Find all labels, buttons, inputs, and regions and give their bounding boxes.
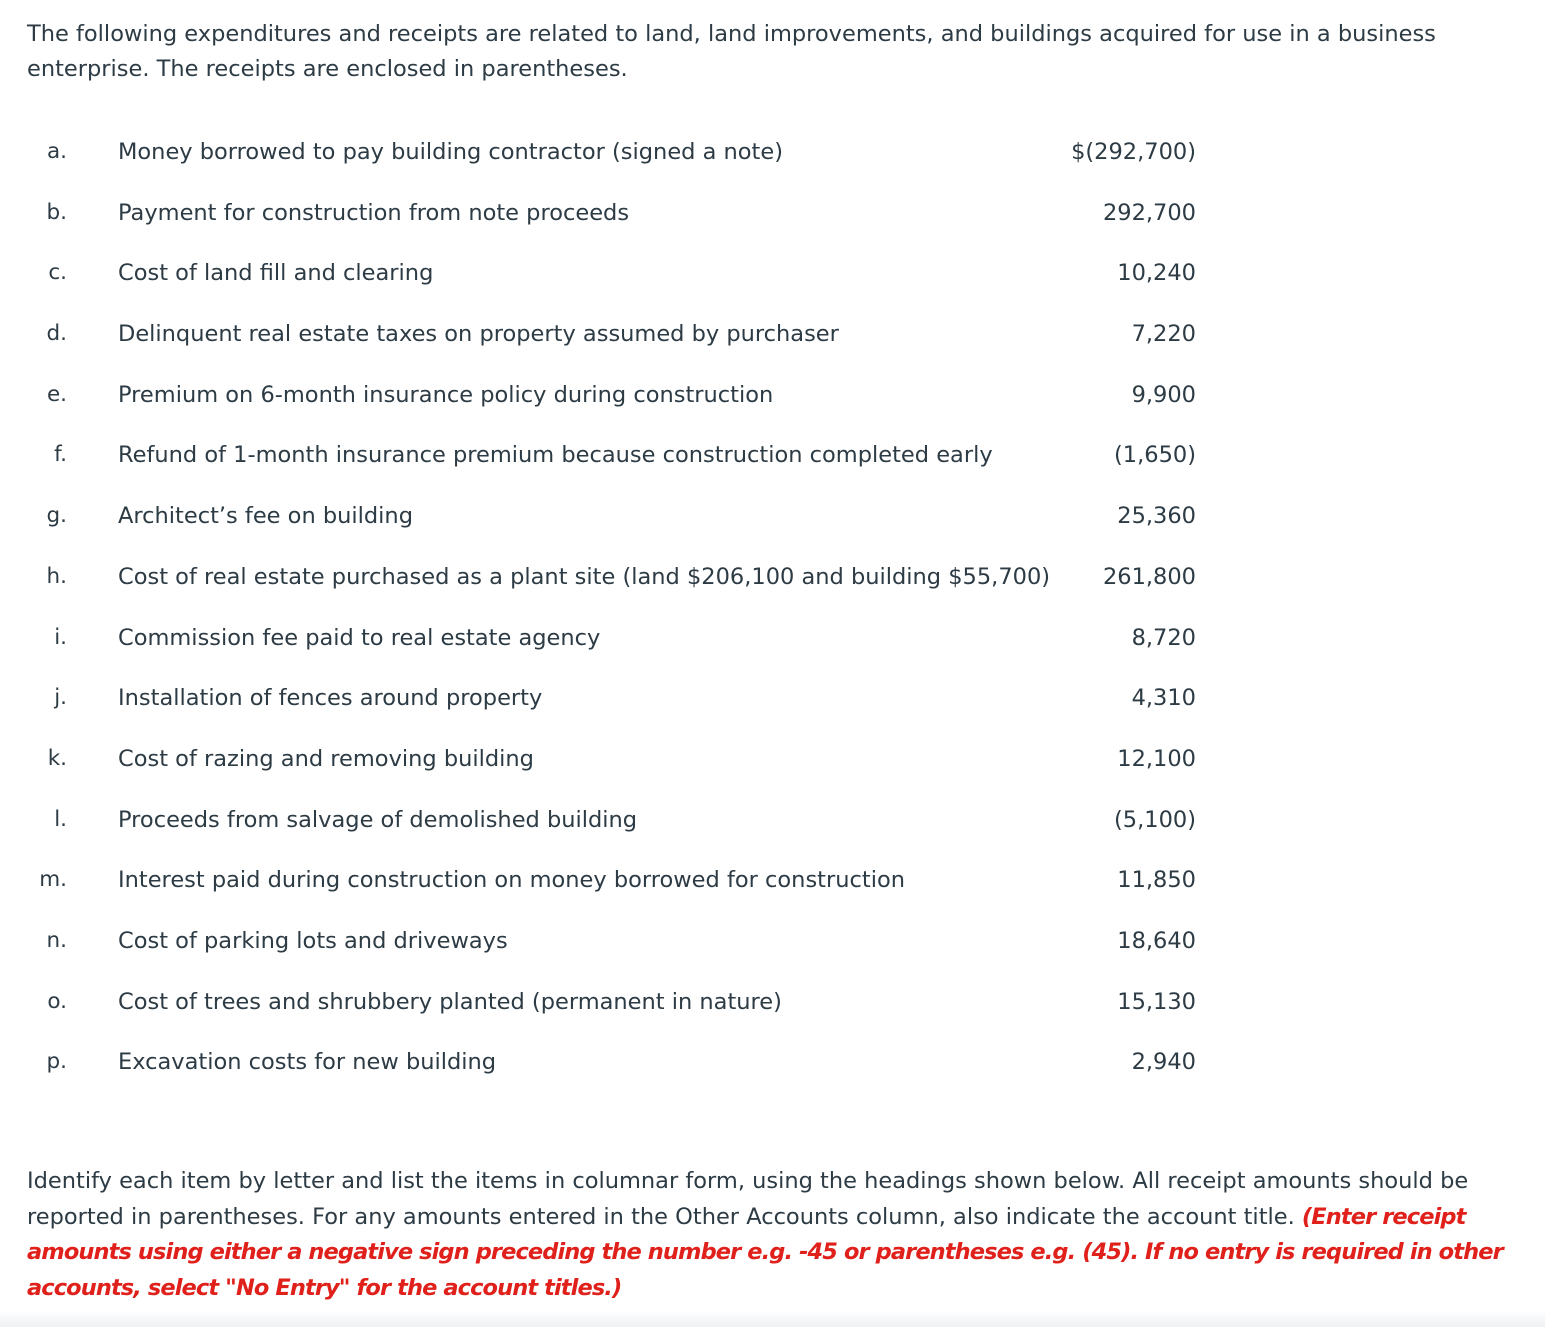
item-letter: k. [47,745,67,771]
item-description: Cost of trees and shrubbery planted (permanent in nature) [118,988,782,1015]
item-amount: 11,850 [1117,867,1196,894]
item-amount: 2,940 [1131,1049,1196,1076]
instructions-body: Identify each item by letter and list the items in columnar form, using the headings shown below. All receipt amounts should be reported in parentheses. For any amounts entered in the Other Accounts column, also indicate the account title. [27,1168,1469,1230]
item-amount: (1,650) [1114,442,1196,469]
item-letter: o. [47,988,67,1014]
item-amount: 4,310 [1131,685,1196,712]
item-letter: j. [54,685,67,711]
item-description: Cost of land fill and clearing [118,260,434,287]
item-letter: m. [39,867,67,893]
item-letter: a. [46,139,67,164]
list-item [0,790,1545,851]
item-letter: p. [46,1049,67,1075]
bottom-shadow [0,1310,1545,1327]
item-amount: 292,700 [1102,199,1196,226]
item-description: Architect’s fee on building [118,503,413,530]
list-item [0,608,1545,669]
list-item [0,668,1545,729]
list-item [0,122,1545,183]
list-item [0,911,1545,972]
list-item [0,729,1545,790]
item-description: Cost of real estate purchased as a plant site (land $206,100 and building $55,700) [118,563,1051,590]
item-description: Installation of fences around property [118,685,543,712]
item-amount: 8,720 [1131,624,1196,651]
item-letter: i. [54,624,67,650]
item-amount: 18,640 [1117,927,1196,954]
item-description: Cost of parking lots and driveways [118,927,508,954]
list-item [0,850,1545,911]
item-amount: 15,130 [1117,988,1196,1015]
item-letter: n. [46,927,67,953]
list-item [0,972,1545,1033]
item-letter: b. [46,199,67,225]
list-item [0,304,1545,365]
list-item [0,486,1545,547]
instructions-emphasis: (Enter receipt amounts using either a negative sign preceding the number e.g. -45 or parentheses e.g. (45). If no entry is required in other accounts, select "No Entry" for the account titles.) [27,1203,1503,1301]
item-letter: h. [46,563,67,589]
list-item [0,425,1545,486]
item-description: Delinquent real estate taxes on property assumed by purchaser [118,321,839,348]
expenditure-list [0,122,1545,1093]
item-description: Cost of razing and removing building [118,745,534,772]
item-amount: 25,360 [1117,503,1196,530]
list-item [0,183,1545,244]
item-description: Premium on 6-month insurance policy during construction [118,381,774,408]
item-letter: d. [46,321,67,347]
item-description: Payment for construction from note proceeds [118,199,630,226]
item-description: Refund of 1-month insurance premium because construction completed early [118,442,993,469]
list-item [0,243,1545,304]
item-letter: g. [46,503,67,529]
item-description: Proceeds from salvage of demolished building [118,806,638,833]
instructions-text [27,1164,1517,1306]
item-description: Commission fee paid to real estate agency [118,624,601,651]
item-letter: e. [46,381,67,407]
item-amount: $(292,700) [1071,139,1196,165]
item-amount: 261,800 [1102,563,1196,590]
intro-text: The following expenditures and receipts are related to land, land improvements, and buildings acquired for use in a business enterprise. The receipts are enclosed in parentheses. [27,21,1436,82]
item-amount: 12,100 [1117,745,1196,772]
item-amount: 10,240 [1117,260,1196,287]
list-item [0,365,1545,426]
item-letter: l. [54,806,67,832]
list-item [0,547,1545,608]
item-description: Money borrowed to pay building contractor (signed a note) [118,139,784,165]
item-description: Interest paid during construction on money borrowed for construction [118,867,905,894]
item-letter: f. [54,442,67,468]
item-amount: (5,100) [1114,806,1196,833]
item-amount: 7,220 [1131,321,1196,348]
item-letter: c. [48,260,67,286]
item-amount: 9,900 [1131,381,1196,408]
list-item [0,1032,1545,1093]
item-description: Excavation costs for new building [118,1049,497,1076]
